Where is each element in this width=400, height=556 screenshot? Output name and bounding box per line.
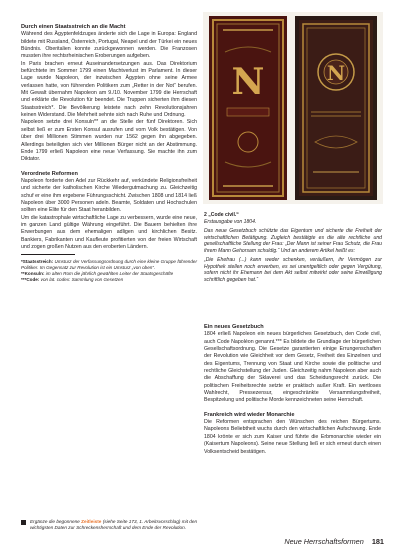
paragraph: Während des Ägyptenfeldzuges änderte sich die Lage in Europa: England bildete mit Russland, Österreich, Portugal, Neapel und der Türkei ein neues Bündnis. Oberitalien konnte zurückgewonnen werden. Die Franzosen mussten ihre rechtsrheinischen Eroberungen aufgeben. — [21, 31, 197, 60]
caption-quote: „Die Ehefrau (...) kann weder schenken, veräußern, ihr Vermögen zur Hypothek stellen noch erwerben, es sei unentgeltlich oder gegen Vergütung, sofern nicht ihr Ehemann bei dem Akt selbst mitwirkt oder seine Einwilligung schriftlich gegeben hat.“ — [204, 257, 382, 283]
caption-subtitle: Erstausgabe von 1804. — [204, 218, 257, 225]
paragraph: In Paris brachen erneut Auseinandersetzungen aus. Das Direktorium befürchtete im Sommer 1799 einen Machtverlust im Parlament. In dieser Lage wurde Napoleon, der inzwischen Ägypten ohne seine Armee verlassen hatte, von führenden Politikern zum „Retter in der Not“ berufen. Mit Gewalt übernahm Napoleon am 9./10. November 1799 die Herrschaft und erklärte die Revolution für beendet. Die Truppen sicherten ihm diesen Staatsstreich*. Die Bevölkerung leistete nach zehn Revolutionsjahren keinen Widerstand. Die Mehrheit sehnte sich nach Ruhe und Ordnung. — [21, 60, 197, 119]
code-civil-book-image — [203, 12, 383, 204]
heading-reformen: Verordnete Reformen — [21, 170, 78, 177]
caption-quote: Das neue Gesetzbuch schützte das Eigentum und sicherte die Freiheit der wirtschaftlichen Betätigung. Zugleich bestätigte es die alte rechtliche und gesellschaftliche Stellung der Frau: „Der Mann ist seiner Frau Schutz, die Frau ihrem Mann Gehorsam schuldig.“ Und an anderem Artikel heißt es: — [204, 228, 382, 254]
book-letter: N — [326, 61, 346, 85]
footnotes — [21, 259, 197, 283]
caption-title: 2 „Code civil.“ — [204, 212, 239, 218]
page-footer — [284, 537, 384, 546]
figure-caption — [204, 212, 382, 283]
paragraph: Napoleon setzte drei Konsuln** an die Stelle der fünf Direktoren. Sich selbst ließ er zum Ersten Konsul ausrufen und vom Volk bestätigen. Von über drei Millionen Stimmen wurden nur 1562 gegen ihn abgegeben. Allerdings beteiligten sich vier Millionen Bürger nicht an der Abstimmung. Ende 1799 erließ Napoleon eine neue Verfassung. Sie machte ihn zum Diktator. — [21, 119, 197, 163]
heading-staatsstreich: Durch einen Staatsstreich an die Macht — [21, 24, 126, 30]
timeline-highlight: Zeitleiste — [81, 519, 102, 524]
footnote-konsuln: **Konsuln: im alten Rom die jährlich gewählten Leiter der Staatsgeschäfte — [21, 271, 174, 277]
footnote-divider — [21, 254, 75, 255]
book-left — [209, 16, 287, 200]
paragraph: Um die katastrophale wirtschaftliche Lage zu verbessern, wurde eine neue, im ganzen Land gültige Währung eingeführt. Die Bauern behielten ihre Erwerbungen aus dem ehemaligen adligen und kirchlichen Besitz. Bankiers, Fabrikanten und Kaufleute profitierten von der freien Wirtschaft und zogen großen Nutzen aus den eroberten Ländern. — [21, 214, 197, 250]
left-column — [21, 24, 197, 283]
paragraph: Napoleon forderte den Adel zur Rückkehr auf, verkündete Religionsfreiheit und sicherte der katholischen Kirche Wiedergutmachung zu. Gleichzeitig schuf er eine ihm ergebene Führungsschicht. Zwischen 1808 und 1814 ließ Napoleon über 3000 Personen adeln. Beamte, Soldaten und Hochschulen sollten eine Elite für den Staat heranbilden. — [21, 177, 197, 214]
footnote-staatsstreich: *Staatsstreich: Umsturz der Verfassungsordnung durch eine kleine Gruppe führender Politiker. Im Gegensatz zur Revolution ist ein Umsturz „von oben“. — [21, 259, 197, 271]
page-number: 181 — [371, 537, 384, 546]
heading-monarchie: Frankreich wird wieder Monarchie — [204, 411, 295, 418]
square-bullet-icon — [21, 520, 26, 525]
section-title: Neue Herrschaftsformen — [284, 537, 364, 546]
heading-gesetzbuch: Ein neues Gesetzbuch — [204, 324, 264, 330]
paragraph: 1804 erließ Napoleon ein neues bürgerliches Gesetzbuch, den Code civil, auch Code Napoléon genannt.*** Es bildete die Grundlage der bürgerlichen Gesellschaftsordnung. Die Gesetze garantierten einige Errungenschaften der Revolution wie Gleichheit vor dem Gesetz, Freiheit des Einzelnen und des Eigentums, Trennung von Staat und Kirche sowie die politische und rechtliche Gleichstellung der Juden. Gleichzeitig nahm Napoleon aber auch die Abschaffung der Sklaverei und das Scheidungsrecht zurück. Die politischen Freiheitsrechte setzte er praktisch außer Kraft. Ein wertloses Wahlrecht, Pressezensur, eingeschränkte Versammlungsfreiheit, Bespitzelung und politische Morde kennzeichneten seine Herrschaft. — [204, 331, 381, 404]
book-right — [295, 16, 377, 200]
footnote-code: ***Code: von lat. codex: Sammlung von Gesetzen — [21, 277, 124, 283]
right-column — [204, 324, 381, 456]
paragraph: Die Reformen entsprachen den Wünschen des reichen Bürgertums. Napoleons Beliebtheit wuchs durch den wirtschaftlichen Aufschwung. Ende 1804 krönte er sich zum Kaiser und führte die Erbmonarchie wieder ein (Kaisertum Napoleons). Seine neue Stellung ließ er sich erneut durch einen Volksentscheid bestätigen. — [204, 419, 381, 455]
book-letter: N — [231, 61, 265, 103]
task-note: Ergänze die begonnene Zeitleiste (siehe Seite 173, 1. Arbeitsvorschlag) mit den wichtigsten Daten zur Schreckensherrschaft und dem Ende der Revolution. — [21, 519, 200, 532]
